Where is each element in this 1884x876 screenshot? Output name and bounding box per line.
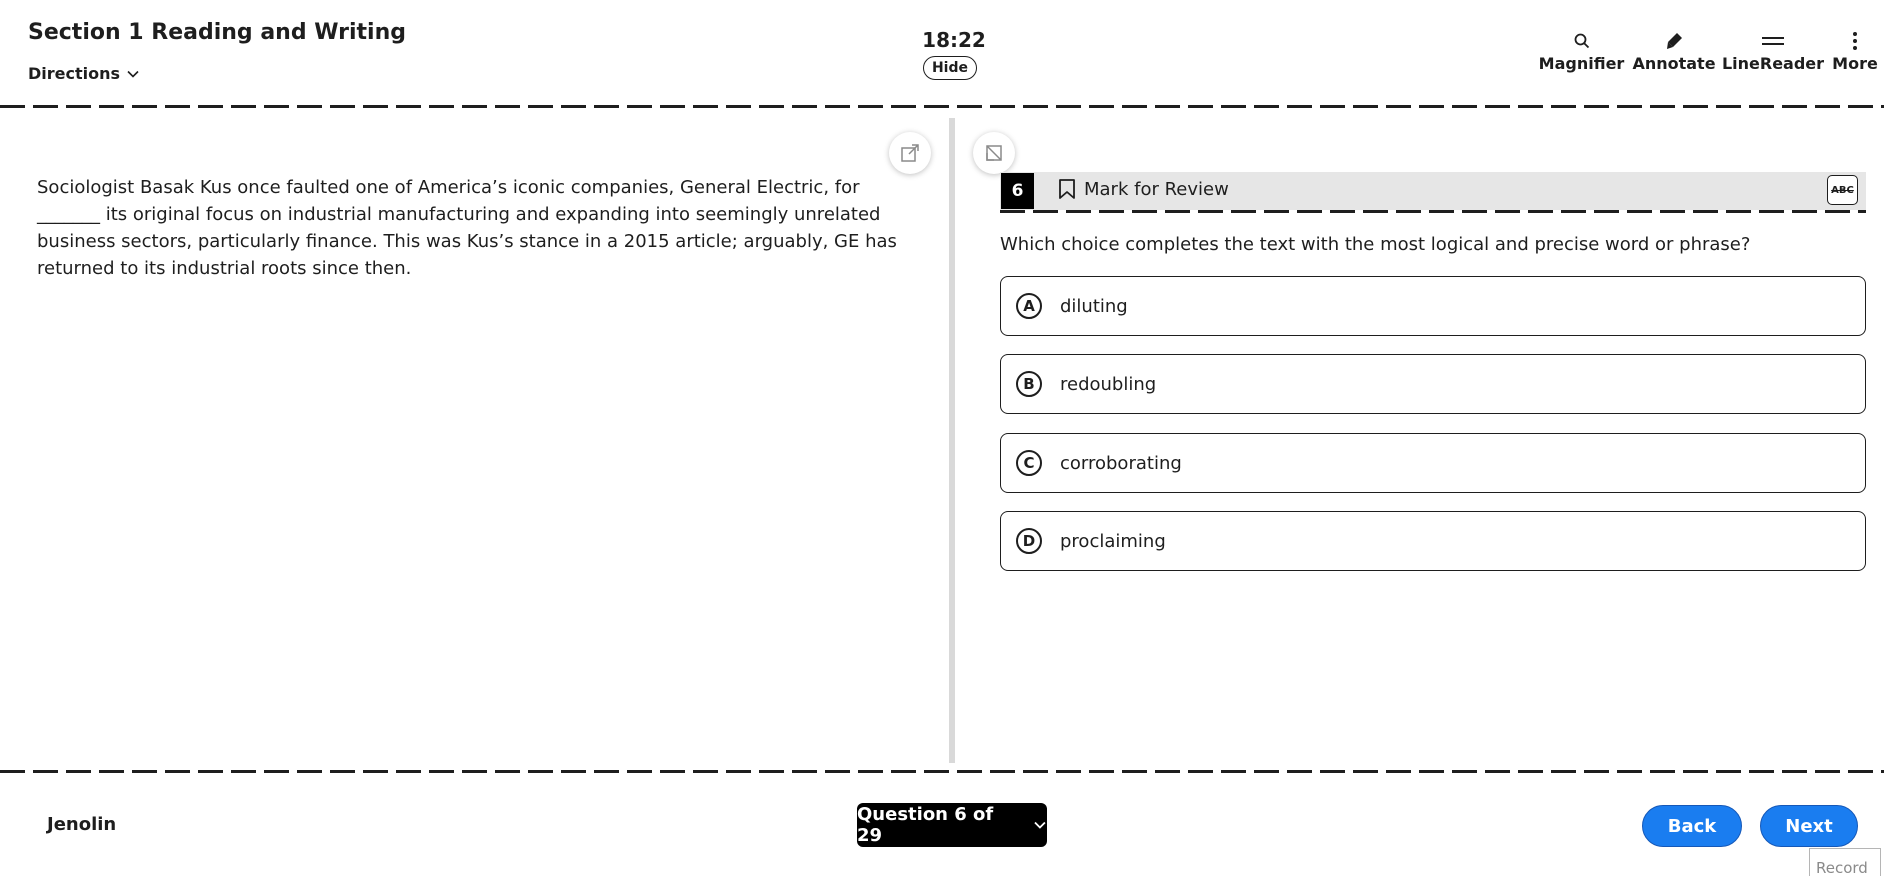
passage-text: Sociologist Basak Kus once faulted one of America’s iconic companies, General Electric, for _______ its original focus on industrial manufacturing and expanding into seemingly unrelated business sectors, particularly finance. This was Kus’s stance in a 2015 article; arguably, GE has returned to its industrial roots since then. [37, 177, 897, 279]
lines-icon [1761, 34, 1785, 48]
question-navigator-label: Question 6 of 29 [857, 804, 994, 846]
search-icon [1573, 32, 1591, 50]
annotate-label: Annotate [1632, 54, 1716, 73]
linereader-label: LineReader [1721, 54, 1825, 73]
more-label: More [1832, 54, 1878, 73]
record-button[interactable]: Record [1809, 848, 1881, 876]
choice-letter: C [1016, 450, 1042, 476]
question-prompt: Which choice completes the text with the most logical and precise word or phrase? [1000, 234, 1751, 255]
mark-for-review-button[interactable] [1058, 178, 1229, 200]
expand-icon [900, 143, 920, 163]
collapse-question-button[interactable] [973, 132, 1015, 174]
choice-text: redoubling [1060, 373, 1157, 395]
hide-timer-button[interactable]: Hide [923, 56, 977, 80]
mark-for-review-label: Mark for Review [1084, 178, 1229, 200]
bookmark-icon [1058, 178, 1076, 200]
choice-letter: B [1016, 371, 1042, 397]
magnifier-tool[interactable] [1538, 30, 1625, 73]
pen-icon [1664, 31, 1684, 51]
choice-text: corroborating [1060, 452, 1182, 474]
collapse-icon [984, 143, 1004, 163]
directions-toggle[interactable] [28, 64, 140, 83]
choice-c[interactable] [1000, 433, 1866, 493]
back-button[interactable]: Back [1642, 805, 1742, 847]
choice-letter: D [1016, 528, 1042, 554]
question-header-divider [1000, 210, 1866, 213]
abc-label: ABC [1831, 184, 1854, 196]
magnifier-label: Magnifier [1538, 54, 1625, 73]
student-name: Jenolin [47, 814, 117, 835]
linereader-tool[interactable] [1721, 30, 1825, 73]
choice-letter: A [1016, 293, 1042, 319]
timer: 18:22 [922, 28, 986, 52]
header-divider [0, 105, 1884, 108]
chevron-down-icon [1033, 818, 1047, 832]
more-dots-icon [1852, 31, 1858, 51]
chevron-down-icon [126, 67, 140, 81]
choice-text: diluting [1060, 295, 1128, 317]
question-navigator-button[interactable] [857, 803, 1047, 847]
next-button[interactable]: Next [1760, 805, 1858, 847]
section-title: Section 1 Reading and Writing [28, 20, 406, 45]
choice-text: proclaiming [1060, 530, 1166, 552]
choice-d[interactable] [1000, 511, 1866, 571]
question-number: 6 [1001, 173, 1034, 209]
more-tool[interactable] [1832, 30, 1878, 73]
choice-b[interactable] [1000, 354, 1866, 414]
choice-a[interactable] [1000, 276, 1866, 336]
expand-passage-button[interactable] [889, 132, 931, 174]
panel-divider[interactable] [949, 118, 955, 763]
answer-eliminator-button[interactable] [1827, 175, 1858, 205]
top-bar [0, 0, 1884, 108]
directions-label: Directions [28, 64, 121, 83]
footer-divider [0, 770, 1884, 773]
annotate-tool[interactable] [1632, 30, 1716, 73]
